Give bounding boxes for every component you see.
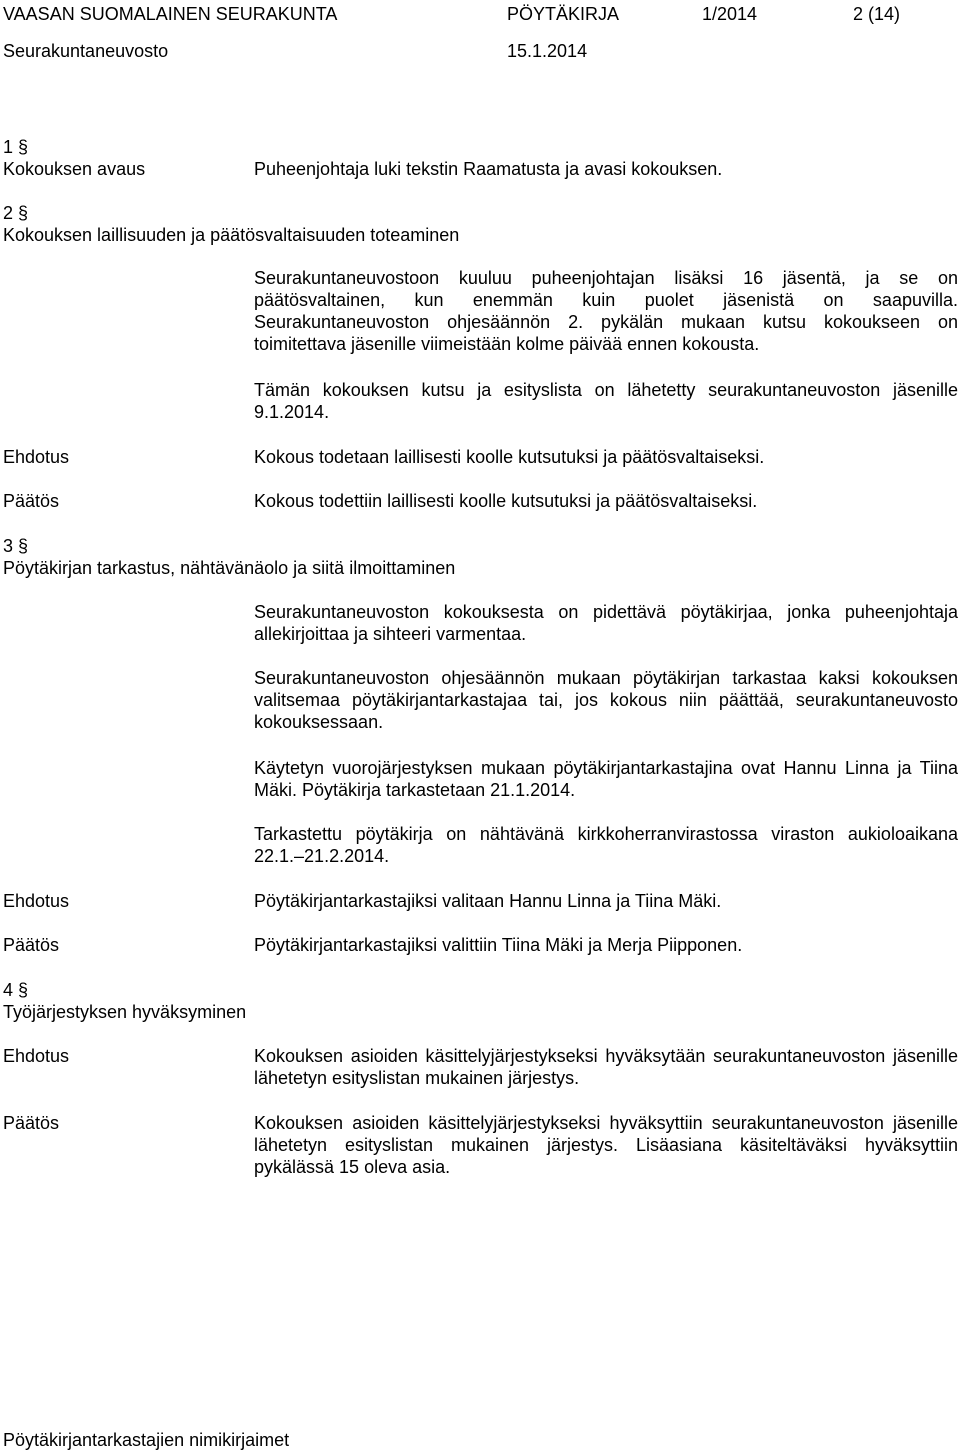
section-2-proposal: Kokous todetaan laillisesti koolle kutsutuksi ja päätösvaltaiseksi. (254, 447, 765, 467)
footer-initials-label: Pöytäkirjantarkastajien nimikirjaimet (3, 1430, 290, 1450)
section-symbol-icon: § (18, 536, 29, 556)
section-2-title: Kokouksen laillisuuden ja päätösvaltaisuuden toteaminen (3, 225, 460, 245)
section-3-number: 3 § (3, 536, 29, 556)
section-4-proposal-label: Ehdotus (3, 1046, 70, 1066)
section-4-decision-label: Päätös (3, 1113, 60, 1133)
meeting-date: 15.1.2014 (507, 41, 588, 61)
section-symbol-icon: § (18, 137, 29, 157)
section-2-paragraph-1: Seurakuntaneuvostoon kuuluu puheenjohtajan lisäksi 16 jäsentä, ja se on päätösvaltainen, kun enemmän kuin puolet jäsenistä on saapuvilla. Seurakuntaneuvoston ohjesäännön 2. pykälän mukaan kutsu kokoukseen on toimitettava jäsenille viimeistään kolme päivää ennen kokousta. (254, 268, 958, 354)
section-3-paragraph-1: Seurakuntaneuvoston kokouksesta on pidettävä pöytäkirjaa, jonka puheenjohtaja allekirjoittaa ja sihteeri varmentaa. (254, 602, 958, 644)
section-3-proposal-label: Ehdotus (3, 891, 70, 911)
section-4-decision: Kokouksen asioiden käsittelyjärjestykseksi hyväksyttiin seurakuntaneuvoston jäsenille lähetetyn esityslistan mukainen järjestys. Lisäasiana käsiteltäväksi hyväksyttiin pykälässä 15 oleva asia. (254, 1113, 958, 1177)
page-number: 2 (14) (853, 4, 901, 24)
section-1-title: Kokouksen avaus (3, 159, 146, 179)
section-2-decision-label: Päätös (3, 491, 60, 511)
section-3-title: Pöytäkirjan tarkastus, nähtävänäolo ja siitä ilmoittaminen (3, 558, 456, 578)
doc-type: PÖYTÄKIRJA (507, 4, 620, 24)
section-4-title: Työjärjestyksen hyväksyminen (3, 1002, 247, 1022)
section-4-proposal: Kokouksen asioiden käsittelyjärjestykseksi hyväksytään seurakuntaneuvoston jäsenille lähetetyn esityslistan mukainen järjestys. (254, 1046, 958, 1088)
section-2-decision: Kokous todettiin laillisesti koolle kutsutuksi ja päätösvaltaiseksi. (254, 491, 758, 511)
section-1-text: Puheenjohtaja luki tekstin Raamatusta ja avasi kokouksen. (254, 159, 723, 179)
section-3-paragraph-4: Tarkastettu pöytäkirja on nähtävänä kirkkoherranvirastossa viraston aukioloaikana 22.1.–21.2.2014. (254, 824, 958, 866)
section-4-number: 4 § (3, 980, 29, 1000)
doc-number: 1/2014 (702, 4, 758, 24)
section-3-decision: Pöytäkirjantarkastajiksi valittiin Tiina Mäki ja Merja Piipponen. (254, 935, 743, 955)
section-2-paragraph-2: Tämän kokouksen kutsu ja esityslista on lähetetty seurakuntaneuvoston jäsenille 9.1.2014. (254, 380, 958, 422)
section-symbol-icon: § (18, 980, 29, 1000)
section-2-number: 2 § (3, 203, 29, 223)
section-3-decision-label: Päätös (3, 935, 60, 955)
section-2-proposal-label: Ehdotus (3, 447, 70, 467)
meeting-body: Seurakuntaneuvosto (3, 41, 169, 61)
section-3-proposal: Pöytäkirjantarkastajiksi valitaan Hannu Linna ja Tiina Mäki. (254, 891, 722, 911)
section-3-paragraph-2: Seurakuntaneuvoston ohjesäännön mukaan pöytäkirjan tarkastaa kaksi kokouksen valitsemaa pöytäkirjantarkastajaa tai, jos kokous niin päättää, seurakuntaneuvosto kokouksessaan. (254, 668, 958, 732)
section-3-paragraph-3: Käytetyn vuorojärjestyksen mukaan pöytäkirjantarkastajina ovat Hannu Linna ja Tiina Mäki. Pöytäkirja tarkastetaan 21.1.2014. (254, 758, 958, 800)
section-1-number: 1 § (3, 137, 29, 157)
section-symbol-icon: § (18, 203, 29, 223)
org-name: VAASAN SUOMALAINEN SEURAKUNTA (3, 4, 338, 24)
